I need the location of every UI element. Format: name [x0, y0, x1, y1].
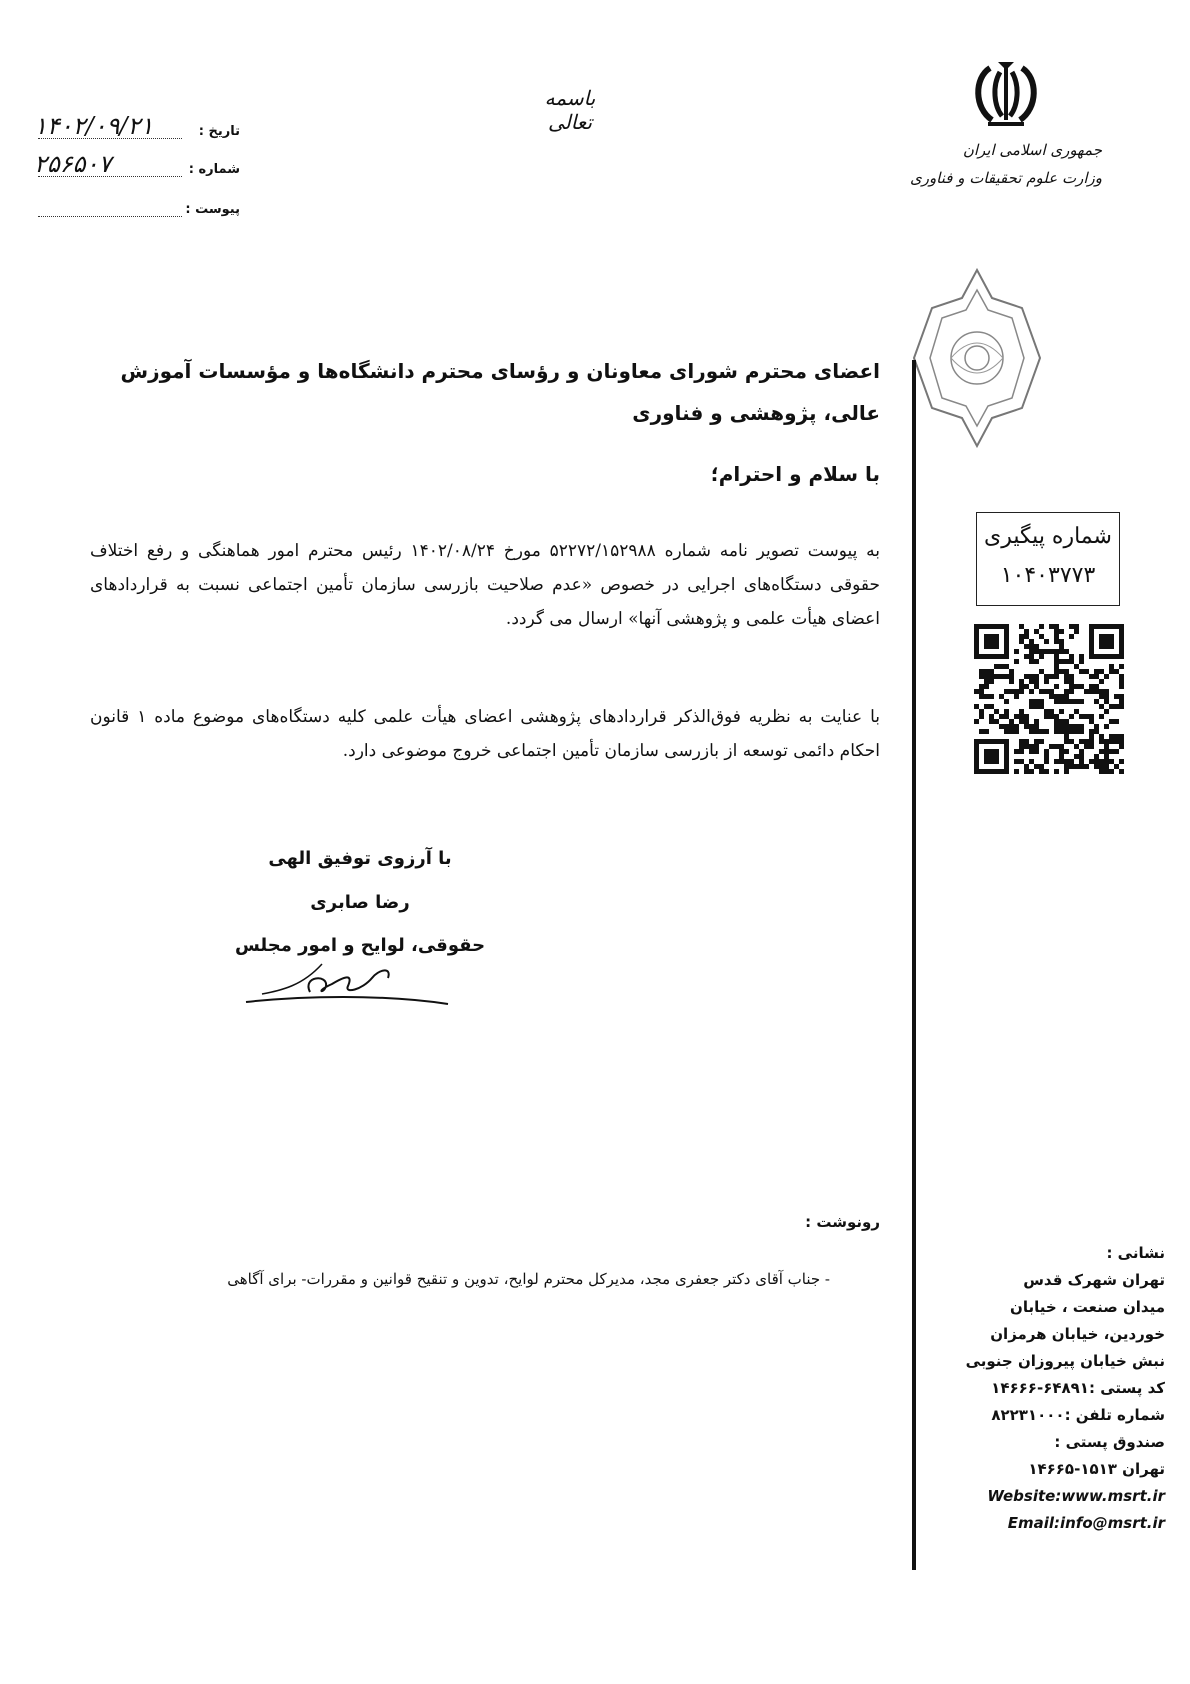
signature-icon: [242, 956, 452, 1012]
cc-heading: رونوشت :: [805, 1213, 880, 1231]
tracking-number: ۱۰۴۰۳۷۷۳: [1000, 563, 1096, 588]
address-block: [945, 1240, 1165, 1537]
number-row: [30, 150, 240, 184]
tracking-label: شماره پیگیری: [984, 524, 1112, 549]
address-line: نبش خیابان پیروزان جنوبی: [965, 1352, 1165, 1370]
qr-code-icon: [974, 624, 1124, 774]
website-link[interactable]: Website:www.msrt.ir: [987, 1487, 1165, 1505]
ministry-line-2: وزارت علوم تحقیقات و فناوری: [909, 169, 1102, 187]
date-label: تاریخ :: [198, 124, 240, 139]
number-value: ۲۵۶۵۰۷: [34, 150, 112, 178]
email-link[interactable]: Email:info@msrt.ir: [1007, 1514, 1165, 1532]
date-row: [30, 112, 240, 146]
attachment-row: [30, 198, 240, 224]
attachment-label: پیوست :: [185, 202, 240, 217]
address-line: میدان صنعت ، خیابان: [1010, 1298, 1165, 1316]
ornament-icon: [912, 268, 1042, 448]
recipient-heading: اعضای محترم شورای معاونان و رؤسای محترم دانشگاه‌ها و مؤسسات آموزش عالی، پژوهشی و فناوری: [120, 359, 880, 425]
attachment-line: [38, 216, 182, 217]
body-paragraph-2: با عنایت به نظریه فوق‌الذکر قراردادهای پژوهشی اعضای هیأت علمی کلیه دستگاه‌های موضوع ماده ۱ قانون احکام دائمی توسعه از بازرسی سازمان تأمین اجتماعی خروج موضوعی دارد.: [90, 707, 880, 761]
number-label: شماره :: [188, 162, 240, 177]
iran-emblem-icon: [970, 60, 1042, 128]
address-line: خوردین، خیابان هرمزان: [990, 1325, 1165, 1343]
pobox-label: صندوق پستی :: [1054, 1433, 1165, 1451]
body-paragraph-1: به پیوست تصویر نامه شماره ۵۲۲۷۲/۱۵۲۹۸۸ مورخ ۱۴۰۲/۰۸/۲۴ رئیس محترم امور هماهنگی و رفع اختلاف حقوقی دستگاه‌های اجرایی در خصوص «عدم صلاحیت بازرسی سازمان تأمین اجتماعی نسبت به قراردادهای اعضای هیأت علمی و پژوهشی آنها» ارسال می گردد.: [90, 541, 880, 629]
margin-rule: [912, 360, 916, 1570]
ministry-line-1: جمهوری اسلامی ایران: [962, 141, 1102, 159]
ministry-name: [882, 136, 1102, 192]
address-label: نشانی :: [1106, 1244, 1165, 1262]
date-value: ۱۴۰۲/۰۹/۲۱: [34, 112, 154, 140]
address-line: تهران شهرک قدس: [1023, 1271, 1165, 1289]
pobox-value: تهران ۱۵۱۳-۱۴۶۶۵: [1028, 1460, 1165, 1478]
bismillah-heading: باسمه تعالی: [544, 86, 596, 134]
closing-text: با آرزوی توفیق الهی: [268, 848, 452, 869]
tracking-box: [976, 512, 1120, 606]
phone-number: شماره تلفن :۸۲۲۳۱۰۰۰: [991, 1406, 1165, 1424]
signer-name: رضا صابری: [310, 892, 410, 913]
postal-code: کد پستی :۶۴۸۹۱-۱۴۶۶۶: [991, 1379, 1165, 1397]
signer-title: حقوقی، لوایح و امور مجلس: [234, 935, 486, 956]
cc-item: - جناب آقای دکتر جعفری مجد، مدیرکل محترم لوایح، تدوین و تنقیح قوانین و مقررات- برای آگاهی: [227, 1270, 830, 1288]
greeting: با سلام و احترام؛: [710, 462, 880, 486]
